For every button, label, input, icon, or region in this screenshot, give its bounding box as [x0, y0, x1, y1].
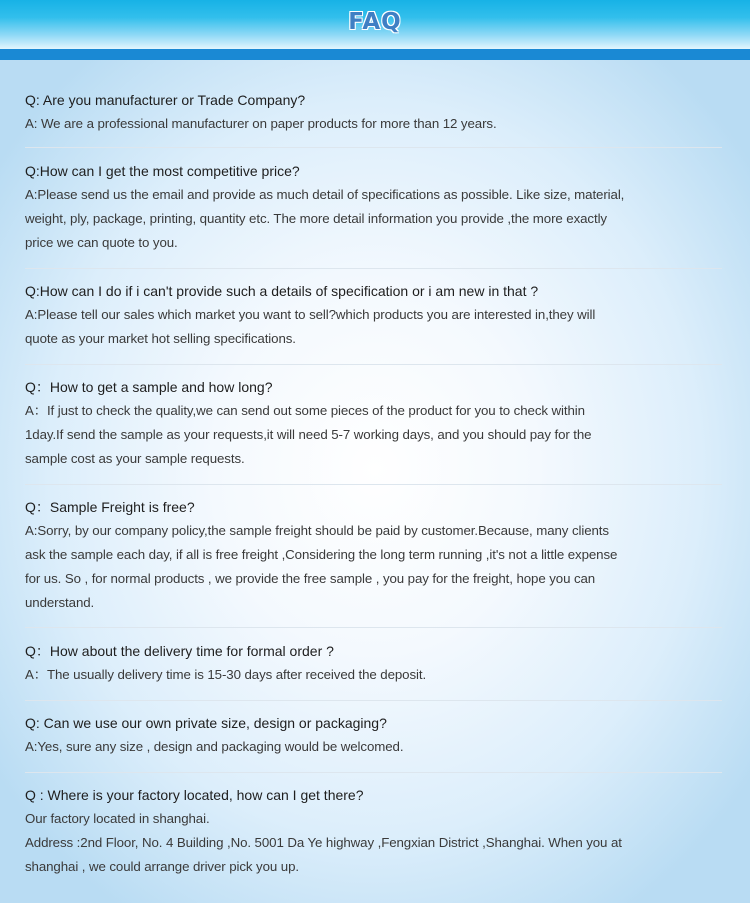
faq-answer-line: A:Yes, sure any size , design and packaging would be welcomed.: [25, 739, 404, 754]
divider: [25, 364, 722, 365]
divider: [25, 147, 722, 148]
faq-answer-line: shanghai , we could arrange driver pick you up.: [25, 859, 299, 874]
faq-answer-line: 1day.If send the sample as your requests,it will need 5-7 working days, and you should pay for the: [25, 427, 592, 442]
divider: [25, 484, 722, 485]
faq-question: Q:How can I do if i can't provide such a details of specification or i am new in that ?: [25, 283, 539, 299]
faq-item: [25, 495, 725, 615]
faq-answer-line: A：If just to check the quality,we can send out some pieces of the product for you to check within: [25, 403, 585, 418]
faq-answer-line: Our factory located in shanghai.: [25, 811, 210, 826]
faq-answer-line: A: We are a professional manufacturer on paper products for more than 12 years.: [25, 116, 497, 131]
faq-answer-line: for us. So , for normal products , we provide the free sample , you pay for the freight, hope you can: [25, 571, 596, 586]
faq-answer-line: quote as your market hot selling specifications.: [25, 331, 296, 346]
faq-question: Q: Can we use our own private size, design or packaging?: [25, 715, 387, 731]
header-bar: [0, 49, 750, 60]
faq-answer-line: price we can quote to you.: [25, 235, 178, 250]
faq-item: [25, 639, 725, 687]
faq-answer-line: weight, ply, package, printing, quantity etc. The more detail information you provide ,the more exactly: [25, 211, 607, 226]
faq-answer-line: understand.: [25, 595, 95, 610]
faq-question: Q: Are you manufacturer or Trade Company?: [25, 92, 306, 108]
faq-answer-line: A：The usually delivery time is 15-30 days after received the deposit.: [25, 667, 427, 682]
faq-question: Q：Sample Freight is free?: [25, 499, 195, 515]
faq-item: [25, 279, 725, 351]
faq-answer-line: A:Sorry, by our company policy,the sample freight should be paid by customer.Because, many clients: [25, 523, 609, 538]
faq-item: [25, 159, 725, 255]
faq-item: [25, 711, 725, 759]
divider: [25, 700, 722, 701]
faq-answer-line: A:Please send us the email and provide as much detail of specifications as possible. Like size, material,: [25, 187, 625, 202]
faq-item: [25, 88, 725, 136]
faq-question: Q：How about the delivery time for formal order ?: [25, 643, 334, 659]
faq-item: [25, 783, 725, 879]
faq-question: Q:How can I get the most competitive price?: [25, 163, 300, 179]
faq-question: Q：How to get a sample and how long?: [25, 379, 273, 395]
faq-answer-line: sample cost as your sample requests.: [25, 451, 245, 466]
divider: [25, 268, 722, 269]
divider: [25, 627, 722, 628]
faq-answer-line: Address :2nd Floor, No. 4 Building ,No. 5001 Da Ye highway ,Fengxian District ,Shanghai. When you at: [25, 835, 622, 850]
faq-item: [25, 375, 725, 471]
faq-answer-line: ask the sample each day, if all is free freight ,Considering the long term running ,it's not a little expense: [25, 547, 618, 562]
divider: [25, 772, 722, 773]
page-title: FAQ: [348, 9, 402, 35]
faq-answer-line: A:Please tell our sales which market you want to sell?which products you are interested in,they will: [25, 307, 596, 322]
faq-question: Q : Where is your factory located, how can I get there?: [25, 787, 364, 803]
